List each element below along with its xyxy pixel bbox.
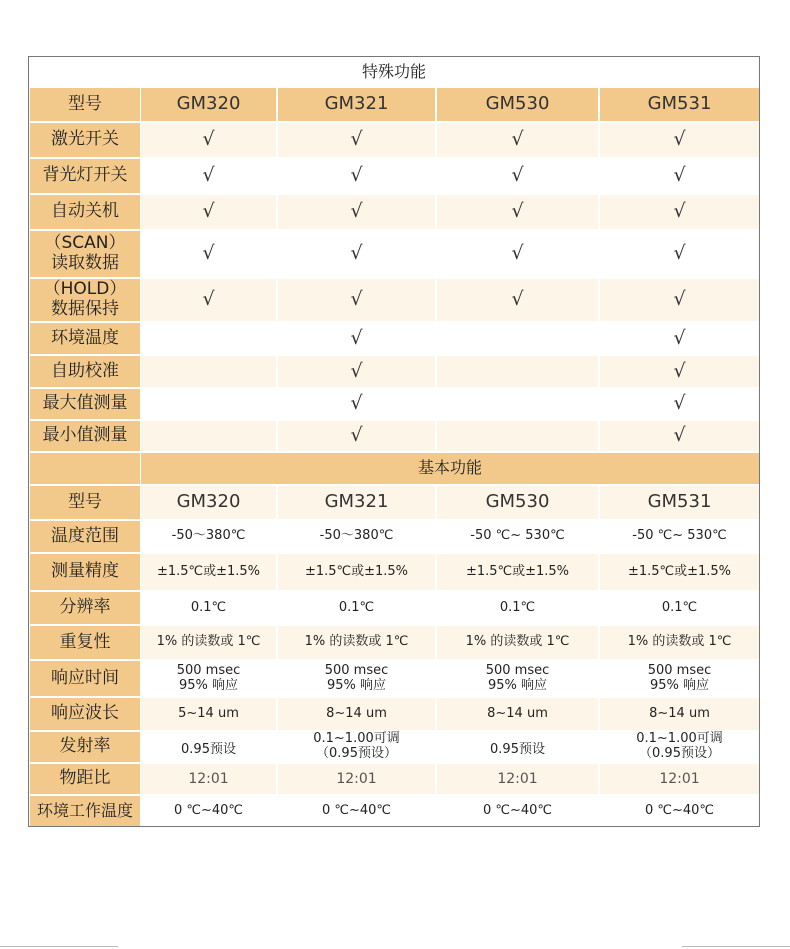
check-mark: √ (511, 242, 524, 265)
special-title-row (29, 57, 759, 88)
value-line: （0.95预设） (316, 746, 397, 761)
row-label: 背光灯开关 (30, 159, 140, 193)
check-mark: √ (350, 164, 363, 187)
row-label: 温度范围 (30, 521, 140, 552)
value-cell (141, 661, 276, 696)
check-mark: √ (278, 279, 435, 321)
model-gm321: GM321 (278, 88, 435, 121)
value-cell: 0 ℃~40℃ (644, 802, 715, 818)
value-line: 0.1~1.00可调 (313, 731, 400, 747)
value-cell: 12:01 (141, 764, 276, 794)
value-line: 0.1~1.00可调 (636, 731, 723, 747)
value-cell: -50～380℃ (319, 528, 394, 544)
value-cell (600, 661, 759, 696)
value-cell: ±1.5℃或±1.5% (437, 554, 598, 590)
model-label: 型号 (30, 88, 140, 121)
check-mark: √ (600, 195, 759, 229)
value-cell (600, 732, 759, 762)
model-gm531: GM531 (600, 88, 759, 121)
special-row-laser (29, 123, 759, 157)
check-mark: √ (202, 164, 215, 187)
special-row-ambient-temp (29, 323, 759, 354)
row-label: 响应波长 (30, 698, 140, 730)
model-gm530: GM530 (437, 486, 598, 519)
special-row-scan (29, 231, 759, 277)
row-label: 测量精度 (30, 554, 140, 590)
value-cell: 1% 的读数或 1℃ (437, 626, 598, 659)
bottom-divider-right (682, 946, 790, 947)
check-mark: √ (673, 242, 686, 265)
basic-row-repeatability (29, 626, 759, 659)
check-mark: √ (350, 392, 363, 415)
row-label (30, 279, 140, 321)
check-mark: √ (600, 356, 759, 387)
row-label-line: （HOLD） (43, 279, 127, 300)
row-label: 环境温度 (30, 323, 140, 354)
row-label: 最大值测量 (30, 389, 140, 419)
check-mark (141, 356, 276, 387)
value-cell: 8~14 um (600, 698, 759, 730)
row-label: 分辨率 (30, 592, 140, 624)
value-cell: 0.95预设 (490, 741, 545, 757)
basic-title: 基本功能 (141, 453, 759, 484)
check-mark: √ (673, 326, 686, 349)
row-label: 发射率 (30, 732, 140, 762)
value-line: 500 msec (647, 662, 712, 678)
check-mark (437, 389, 598, 419)
check-mark: √ (673, 164, 686, 187)
check-mark: √ (600, 123, 759, 157)
check-mark: √ (511, 164, 524, 187)
row-label: 激光开关 (30, 123, 140, 157)
value-cell: ±1.5℃或±1.5% (600, 554, 759, 590)
value-cell: ±1.5℃或±1.5% (141, 554, 276, 590)
value-cell: 0 ℃~40℃ (321, 802, 392, 818)
value-cell: 0.1℃ (499, 599, 536, 615)
bottom-divider-left (0, 946, 118, 947)
check-mark: √ (278, 421, 435, 451)
basic-row-response-time (29, 661, 759, 696)
row-label: 响应时间 (30, 661, 140, 696)
value-cell (278, 661, 435, 696)
check-mark: √ (350, 326, 363, 349)
special-row-self-calibration (29, 356, 759, 387)
value-cell: -50 ℃~ 530℃ (470, 528, 565, 544)
basic-row-wavelength (29, 698, 759, 730)
special-row-min-measure (29, 421, 759, 451)
row-label: 自助校准 (30, 356, 140, 387)
model-gm320: GM320 (141, 486, 276, 519)
basic-row-accuracy (29, 554, 759, 590)
row-label (30, 231, 140, 277)
special-row-max-measure (29, 389, 759, 419)
check-mark (437, 421, 598, 451)
check-mark: √ (673, 392, 686, 415)
value-cell: 8~14 um (437, 698, 598, 730)
check-mark: √ (141, 279, 276, 321)
value-cell: 1% 的读数或 1℃ (600, 626, 759, 659)
row-label-line: 读取数据 (51, 253, 119, 273)
value-cell: 12:01 (600, 764, 759, 794)
basic-row-operating-temp (29, 796, 759, 826)
value-line: 95% 响应 (487, 677, 548, 693)
value-cell: 0.1℃ (338, 599, 375, 615)
value-line: 95% 响应 (178, 677, 239, 693)
value-cell: 1% 的读数或 1℃ (278, 626, 435, 659)
value-cell (437, 661, 598, 696)
check-mark (141, 421, 276, 451)
check-mark (141, 323, 276, 354)
value-line: 500 msec (324, 662, 389, 678)
value-line: （0.95预设） (639, 746, 720, 761)
check-mark: √ (437, 195, 598, 229)
row-label: 自动关机 (30, 195, 140, 229)
check-mark: √ (278, 195, 435, 229)
check-mark: √ (141, 195, 276, 229)
row-label: 环境工作温度 (30, 796, 140, 826)
value-cell: ±1.5℃或±1.5% (278, 554, 435, 590)
value-cell: 8~14 um (278, 698, 435, 730)
value-cell: 0 ℃~40℃ (173, 802, 244, 818)
check-mark (437, 356, 598, 387)
model-label: 型号 (30, 486, 140, 519)
value-cell: 5~14 um (141, 698, 276, 730)
check-mark: √ (437, 279, 598, 321)
basic-row-resolution (29, 592, 759, 624)
row-label-line: 数据保持 (51, 299, 119, 319)
value-cell: 1% 的读数或 1℃ (141, 626, 276, 659)
check-mark: √ (350, 242, 363, 265)
check-mark: √ (202, 242, 215, 265)
check-mark: √ (437, 123, 598, 157)
basic-row-distance-ratio (29, 764, 759, 794)
value-cell: 0.95预设 (181, 741, 236, 757)
special-header-row (29, 88, 759, 121)
model-gm321: GM321 (278, 486, 435, 519)
check-mark: √ (141, 123, 276, 157)
value-line: 95% 响应 (649, 677, 710, 693)
value-cell: 12:01 (278, 764, 435, 794)
check-mark: √ (278, 356, 435, 387)
spec-table (28, 56, 760, 827)
model-gm531: GM531 (600, 486, 759, 519)
value-cell: 0.1℃ (190, 599, 227, 615)
basic-title-blank (30, 453, 140, 484)
row-label: 重复性 (30, 626, 140, 659)
check-mark (141, 389, 276, 419)
special-row-hold (29, 279, 759, 321)
check-mark (437, 323, 598, 354)
row-label-line: （SCAN） (44, 233, 126, 254)
model-gm320: GM320 (141, 88, 276, 121)
basic-row-emissivity (29, 732, 759, 762)
special-row-auto-off (29, 195, 759, 229)
special-row-backlight (29, 159, 759, 193)
check-mark: √ (600, 279, 759, 321)
value-cell: -50～380℃ (171, 528, 246, 544)
value-line: 500 msec (176, 662, 241, 678)
basic-row-temp-range (29, 521, 759, 552)
basic-header-row (29, 486, 759, 519)
row-label: 物距比 (30, 764, 140, 794)
value-line: 500 msec (485, 662, 550, 678)
basic-title-row (29, 453, 759, 484)
special-title: 特殊功能 (361, 62, 426, 82)
value-cell: 12:01 (437, 764, 598, 794)
value-line: 95% 响应 (326, 677, 387, 693)
value-cell (278, 732, 435, 762)
check-mark: √ (278, 123, 435, 157)
check-mark: √ (600, 421, 759, 451)
row-label: 最小值测量 (30, 421, 140, 451)
model-gm530: GM530 (437, 88, 598, 121)
value-cell: 0.1℃ (661, 599, 698, 615)
value-cell: 0 ℃~40℃ (482, 802, 553, 818)
value-cell: -50 ℃~ 530℃ (632, 528, 727, 544)
